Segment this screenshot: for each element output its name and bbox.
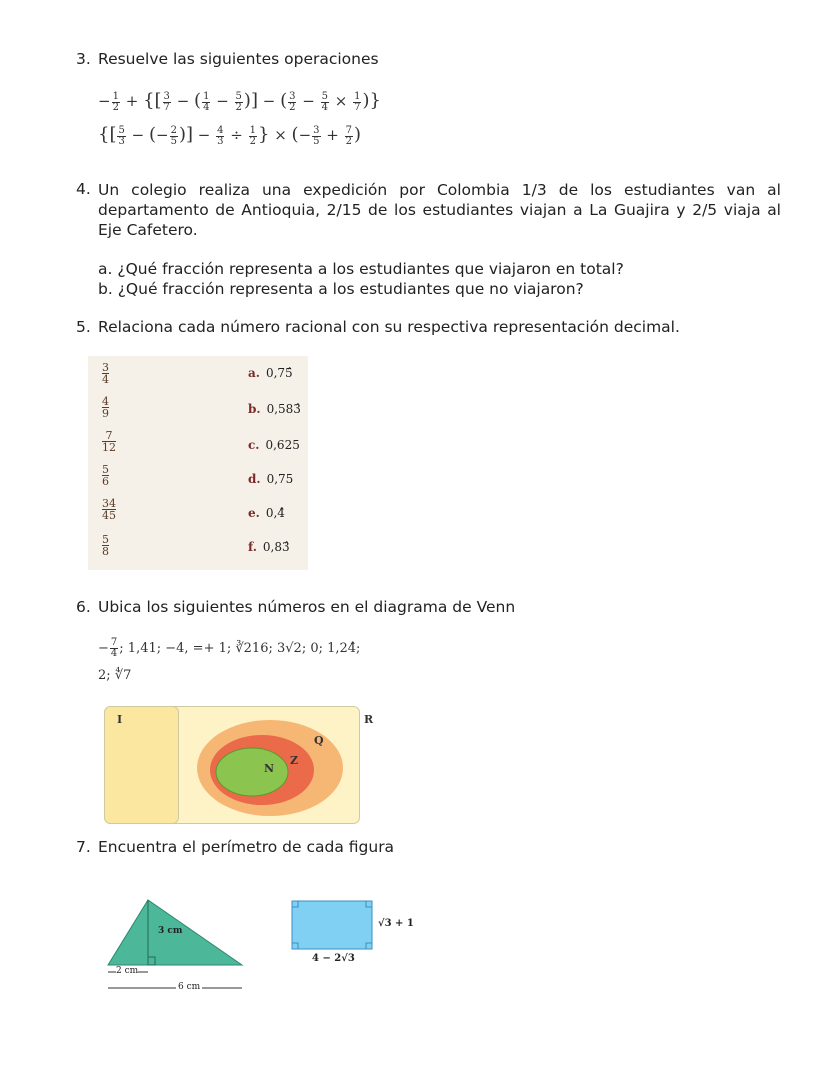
question-4-b: b. ¿Qué fracción representa a los estudiantes que no viajaron? <box>98 280 584 298</box>
number-list-line-1: − $\frac{7}{4}$ ; 1,41; −4, =+ 1; ∛216; 3√2; 0; 1,24̂; <box>98 637 361 659</box>
fraction-4: 5 6 <box>102 463 109 488</box>
venn-label-R: R <box>364 713 374 726</box>
question-4-text: Un colegio realiza una expedición por Colombia 1/3 de los estudiantes van al departamento de Antioquia, 2/15 de los estudiantes viajan a La Guajira y 2/5 viaja al Eje Cafetero. <box>98 181 781 239</box>
fraction-1: 3 4 <box>102 361 109 386</box>
fraction-3: 7 12 <box>102 429 116 454</box>
venn-label-N: N <box>264 762 275 775</box>
rectangle-shape <box>292 901 372 949</box>
decimal-b: b. 0,583̂ <box>248 402 301 416</box>
expression-2: {[ $\frac{5}{3}$ − (− $\frac{2}{5}$ )] − $\frac{4}{3}$ ÷ $\frac{1}{2}$ } × (− $\frac{3}{5}$ + $\frac{7}{2}$ ) <box>98 124 362 147</box>
rectangle-figure <box>288 895 378 955</box>
venn-label-Z: Z <box>290 754 299 767</box>
fraction-5: 34 45 <box>102 497 116 522</box>
triangle-base-label: 6 cm <box>178 982 201 992</box>
venn-label-I: I <box>117 713 123 726</box>
triangle-height-label: 3 cm <box>158 926 183 936</box>
fraction-2: 4 9 <box>102 395 109 420</box>
question-3-title: 3. Resuelve las siguientes operaciones <box>76 50 379 68</box>
decimal-f: f. 0,83̂ <box>248 540 290 554</box>
decimal-d: d. 0,75 <box>248 472 294 486</box>
venn-diagram <box>104 706 360 824</box>
question-4-a: a. ¿Qué fracción representa a los estudiantes que viajaron en total? <box>98 260 624 278</box>
venn-natural-set <box>216 748 288 796</box>
question-7-title: 7. Encuentra el perímetro de cada figura <box>76 838 395 856</box>
venn-label-Q: Q <box>314 734 324 747</box>
triangle-figure <box>100 895 250 995</box>
expression-1: − $\frac{1}{2}$ + {[ $\frac{3}{7}$ − ( $\frac{1}{4}$ − $\frac{5}{2}$ )] − ( $\frac{3}{2}$ − $\frac{5}{4}$ × $\frac{1}{7}$ )} <box>98 90 381 113</box>
decimal-c: c. 0,625 <box>248 438 300 452</box>
rectangle-bottom-label: 4 − 2√3 <box>312 953 355 964</box>
rectangle-side-label: √3 + 1 <box>378 918 414 929</box>
number-list-line-2: 2; ∜7 <box>98 668 132 683</box>
venn-irrational-region <box>105 707 179 824</box>
triangle-segment-label: 2 cm <box>116 966 139 976</box>
decimal-a: a. 0,75̂ <box>248 366 293 380</box>
fraction-6: 5 8 <box>102 533 109 558</box>
fraction-decimal-table <box>88 356 308 570</box>
question-6-title: 6. Ubica los siguientes números en el diagrama de Venn <box>76 598 516 616</box>
question-4-number: 4. <box>76 180 91 198</box>
question-5-title: 5. Relaciona cada número racional con su respectiva representación decimal. <box>76 318 680 336</box>
decimal-e: e. 0,4̂ <box>248 506 285 520</box>
